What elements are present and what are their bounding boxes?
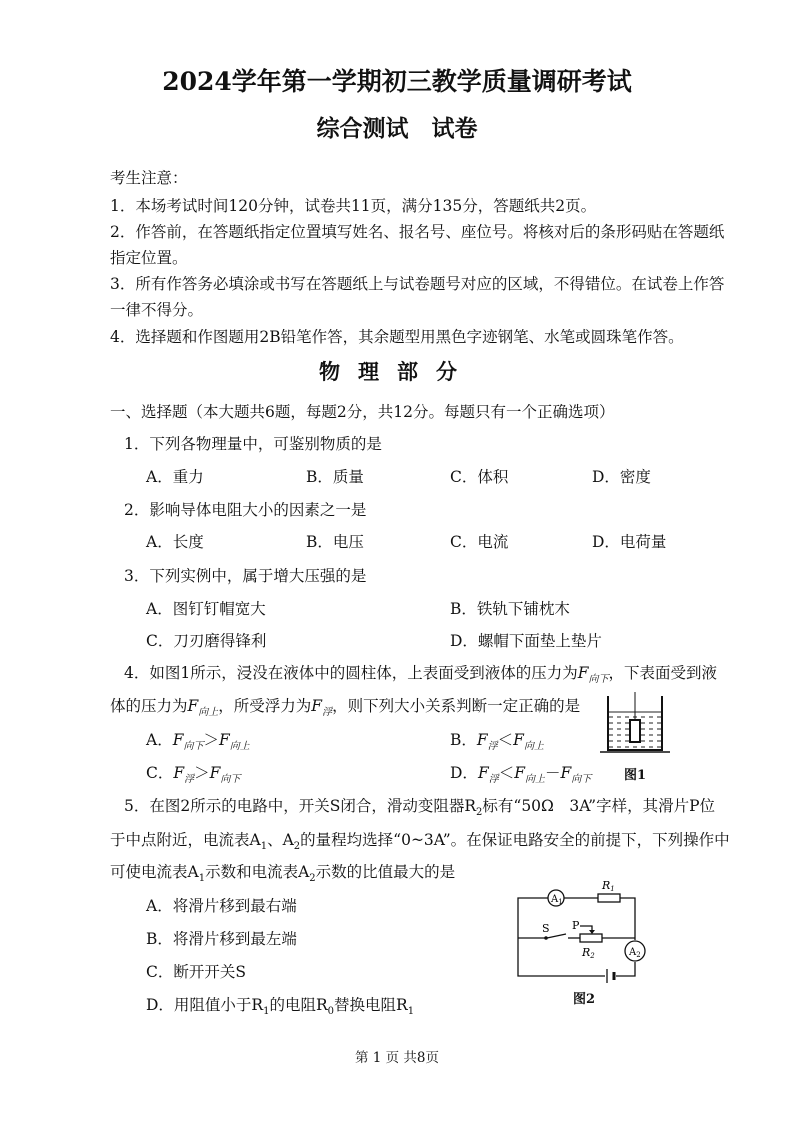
q4-f-buoyant: $F_浮$: [311, 697, 333, 719]
q1-option-c: C．体积: [450, 468, 509, 486]
q3-option-c: C．刀刃磨得锋利: [146, 632, 267, 650]
ammeter-a1-label: $A_1$: [551, 894, 563, 906]
notice-item-1: 1．本场考试时间120分钟，试卷共11页，满分135分，答题纸共2页。: [110, 197, 597, 215]
section-title: 物理部分: [319, 359, 475, 384]
q1-option-a: A．重力: [146, 468, 204, 486]
notice-item-3: 3．所有作答务必填涂或书写在答题纸上与试卷题号对应的区域，不得错位。在试卷上作答: [110, 275, 725, 293]
q1-stem: 1．下列各物理量中，可鉴别物质的是: [124, 435, 382, 453]
q5-stem-line1: 5．在图2所示的电路中，开关S闭合，滑动变阻器$R_2$标有“50Ω 3A”字样，其滑片P位: [124, 797, 716, 819]
q4-option-d: D．$F_浮<F_{向上}-F_{向下}$: [450, 764, 592, 786]
q2-option-b: B．电压: [306, 533, 364, 551]
exam-subtitle: 综合测试 试卷: [316, 115, 478, 142]
q3-option-d: D．螺帽下面垫上垫片: [450, 632, 602, 650]
q5-option-a: A．将滑片移到最右端: [146, 897, 297, 915]
q2-option-c: C．电流: [450, 533, 509, 551]
slider-p: [580, 926, 592, 933]
q5-stem-line2: 于中点附近，电流表$A_1$、$A_2$的量程均选择“0~3A”。在保证电路安全的前提下，下列操作中: [110, 831, 730, 853]
q4-stem-line2: 体的压力为$F_{向上}$，所受浮力为$F_浮$，则下列大小关系判断一定正确的是: [110, 697, 581, 719]
figure-1-container-diagram: [600, 690, 670, 762]
q4-option-b: B．$F_浮<F_{向上}$: [450, 731, 544, 753]
part1-heading: 一、选择题（本大题共6题，每题2分，共12分。每题只有一个正确选项）: [110, 403, 615, 421]
q3-option-a: A．图钉钉帽宽大: [146, 600, 266, 618]
resistor-r1-label: R1: [602, 879, 615, 893]
rheostat-r2-label: R2: [582, 946, 595, 960]
notice-item-2-cont: 指定位置。: [110, 249, 188, 267]
q4-f-up: $F_{向上}$: [187, 697, 219, 719]
cylinder: [630, 720, 640, 742]
wire-right: [620, 898, 635, 940]
figure-2-label: 图2: [573, 992, 596, 1007]
q4-option-c: C．$F_浮>F_{向下}$: [146, 764, 241, 786]
q2-stem: 2．影响导体电阻大小的因素之一是: [124, 501, 367, 519]
notice-heading: 考生注意：: [110, 169, 188, 187]
switch-s: [547, 934, 566, 938]
q5-option-b: B．将滑片移到最左端: [146, 930, 297, 948]
q5-option-d: D．用阻值小于$R_1$的电阻$R_0$替换电阻$R_1$: [146, 996, 415, 1018]
notice-item-4: 4．选择题和作图题用2B铅笔作答，其余题型用黑色字迹钢笔、水笔或圆珠笔作答。: [110, 328, 684, 346]
rheostat-r2: [580, 934, 602, 942]
notice-item-3-cont: 一律不得分。: [110, 301, 204, 319]
switch-s-label: S: [542, 922, 550, 935]
q3-option-b: B．铁轨下铺枕木: [450, 600, 570, 618]
page-footer: 第 1 页 共8页: [354, 1050, 440, 1066]
q4-stem-line1: 4．如图1所示，浸没在液体中的圆柱体，上表面受到液体的压力为$F_{向下}$，下表面受到液: [124, 664, 718, 686]
notice-item-2: 2．作答前，在答题纸指定位置填写姓名、报名号、座位号。将核对后的条形码贴在答题纸: [110, 223, 725, 241]
wire-bottom-right: [616, 962, 635, 976]
q2-option-d: D．电荷量: [592, 533, 667, 551]
figure-1-label: 图1: [624, 768, 647, 783]
resistor-r1: [598, 894, 620, 902]
q5-stem-line3: 可使电流表$A_1$示数和电流表$A_2$示数的比值最大的是: [110, 863, 456, 885]
q1-option-d: D．密度: [592, 468, 651, 486]
q1-option-b: B．质量: [306, 468, 364, 486]
q5-option-c: C．断开开关S: [146, 963, 246, 981]
slider-p-label: P: [572, 919, 580, 932]
q4-f-down: $F_{向下}$: [577, 664, 609, 686]
q4-option-a: A．$F_{向下}>F_{向上}$: [146, 731, 250, 753]
ammeter-a2-label: $A_2$: [629, 947, 641, 959]
q2-option-a: A．长度: [146, 533, 204, 551]
exam-title: 2024学年第一学期初三教学质量调研考试: [162, 67, 632, 96]
figure-2-circuit-diagram: [510, 876, 660, 986]
q3-stem: 3．下列实例中，属于增大压强的是: [124, 567, 367, 585]
